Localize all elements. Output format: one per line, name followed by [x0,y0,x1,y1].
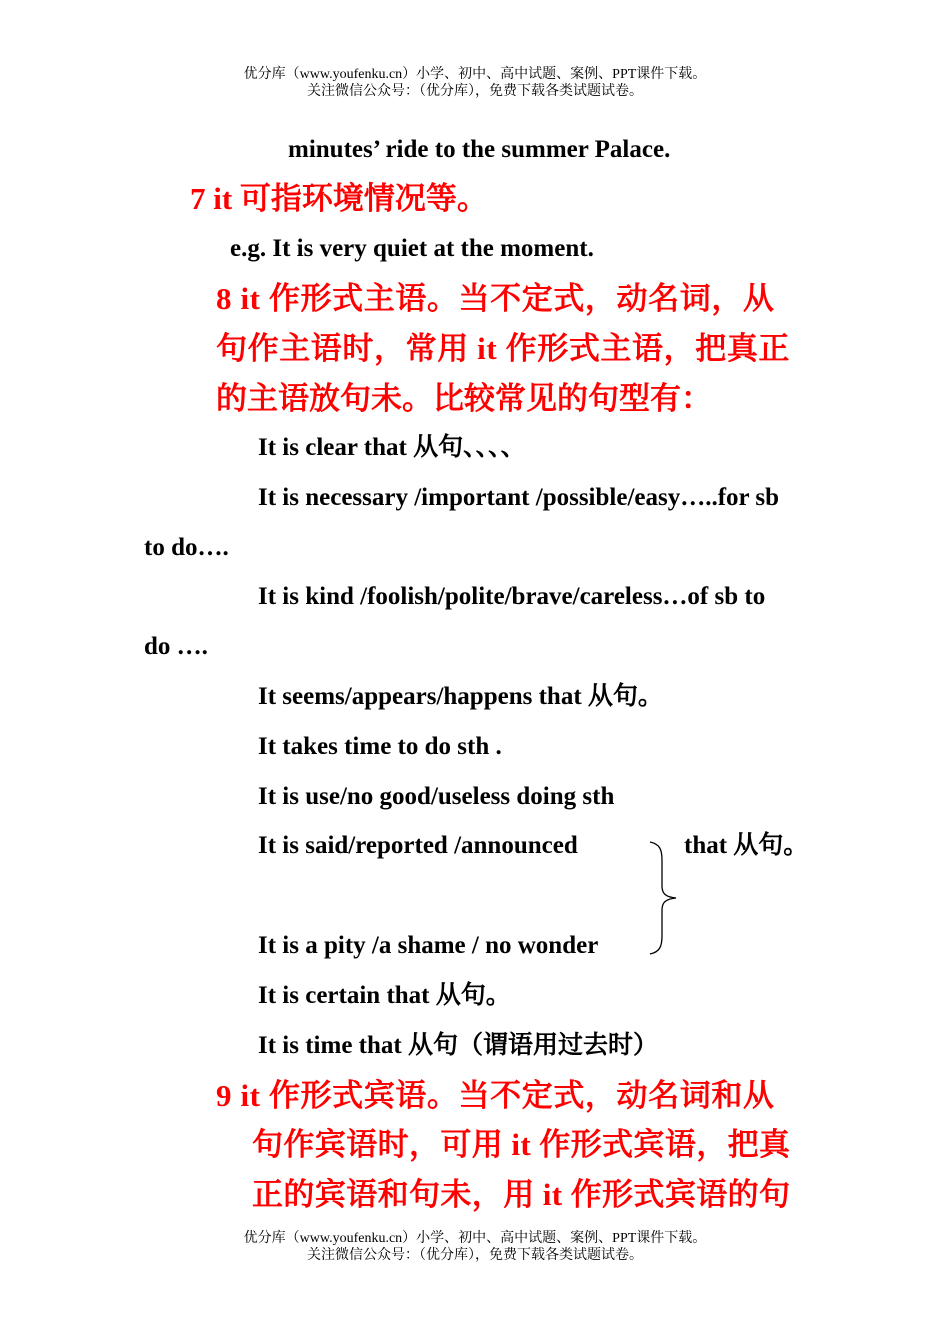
footer-line-1: 优分库（www.youfenku.cn）小学、初中、高中试题、案例、PPT课件下载。 [243,1231,707,1246]
page-footer [0,1230,950,1264]
pattern-kind-cont: do …. [144,633,208,660]
pattern-pity: It is a pity /a shame / no wonder [258,932,599,959]
pattern-that-clause: that 从句。 [684,832,809,859]
pattern-time-that: It is time that 从句（谓语用过去时） [258,1032,658,1059]
example-line: e.g. It is very quiet at the moment. [230,235,594,262]
pattern-use: It is use/no good/useless doing sth [258,783,615,810]
pattern-certain: It is certain that 从句。 [258,982,511,1009]
section-heading-7: 7 it 可指环境情况等。 [190,181,488,216]
section-heading-9-line-3: 正的宾语和句未，用 it 作形式宾语的句 [252,1177,791,1212]
right-brace-icon [646,840,680,956]
section-heading-8-line-2: 句作主语时，常用 it 作形式主语，把真正 [216,331,791,366]
pattern-necessary: It is necessary /important /possible/easy…..for sb [258,484,780,511]
pattern-seems: It seems/appears/happens that 从句。 [258,683,663,710]
header-line-2: 关注微信公众号：（优分库），免费下载各类试题试卷。 [307,84,643,99]
section-heading-8-line-3: 的主语放句未。比较常见的句型有： [216,381,712,416]
footer-line-2: 关注微信公众号：（优分库），免费下载各类试题试卷。 [307,1248,643,1263]
section-heading-9-line-1: 9 it 作形式宾语。当不定式，动名词和从 [216,1078,775,1113]
section-heading-9-line-2: 句作宾语时，可用 it 作形式宾语，把真 [252,1127,791,1162]
section-heading-8-line-1: 8 it 作形式主语。当不定式，动名词，从 [216,281,775,316]
text-line: minutes’ ride to the summer Palace. [288,136,671,163]
header-line-1: 优分库（www.youfenku.cn）小学、初中、高中试题、案例、PPT课件下载。 [243,67,707,82]
page-header [0,66,950,100]
pattern-necessary-cont: to do…. [144,534,229,561]
pattern-said: It is said/reported /announced [258,832,578,859]
pattern-takes-time: It takes time to do sth . [258,733,502,760]
pattern-clear-that: It is clear that 从句、、、、 [258,434,526,461]
pattern-kind: It is kind /foolish/polite/brave/careless…of sb to [258,583,766,610]
